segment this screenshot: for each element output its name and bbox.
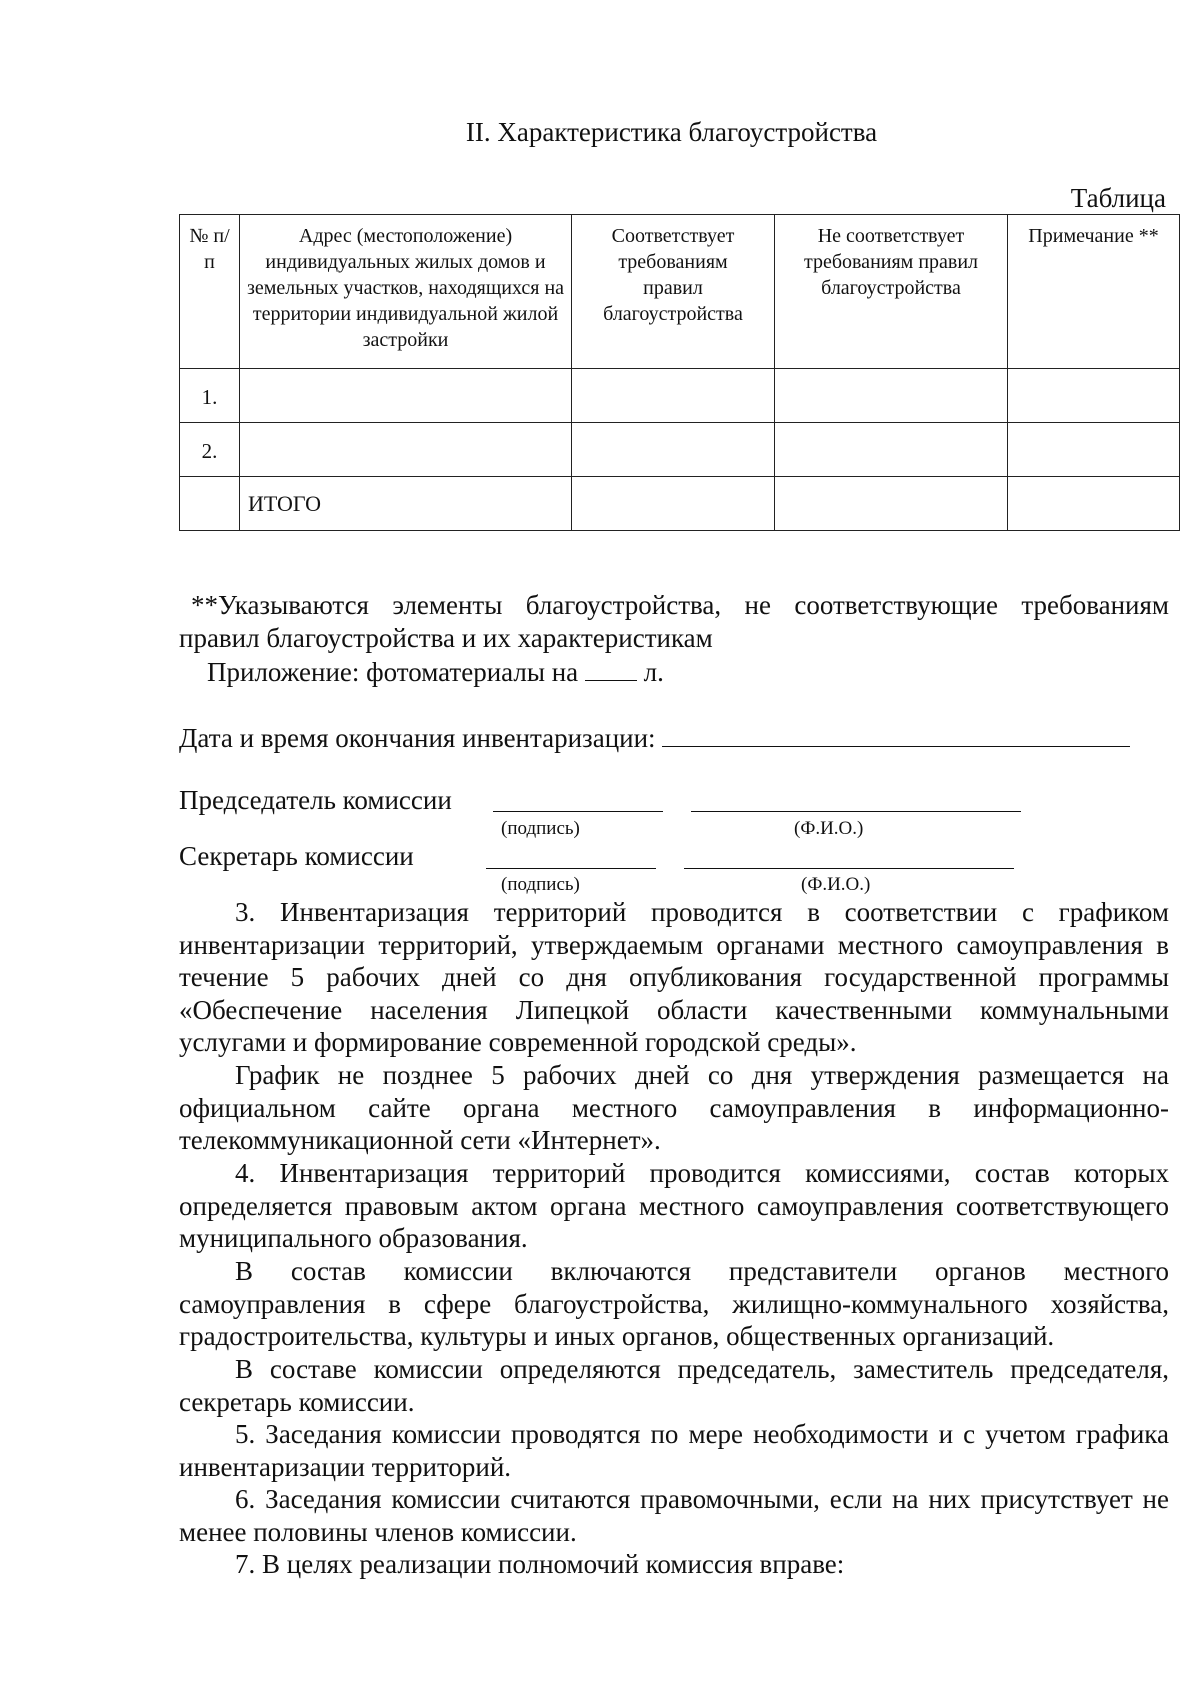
paragraph-6: 6. Заседания комиссии считаются правомочными, если на них присутствует не менее половины членов комиссии.: [179, 1484, 1169, 1547]
end-date-label: Дата и время окончания инвентаризации:: [179, 723, 656, 753]
table-header-row: [180, 215, 1180, 369]
table-cell: [1008, 423, 1180, 477]
chairman-role: Председатель комиссии: [179, 785, 452, 815]
attachment-label: Приложение: фотоматериалы на: [207, 657, 579, 687]
table-row: [180, 369, 1180, 423]
secretary-role: Секретарь комиссии: [179, 841, 414, 871]
table-cell: 2.: [180, 423, 240, 477]
table-cell: 1.: [180, 369, 240, 423]
header-noncompliant: Не соответствует требованиям правил благоустройства: [775, 215, 1008, 369]
table-row-total: [180, 477, 1180, 531]
secretary-signature-hint: (подпись): [501, 874, 580, 895]
paragraph-commission-roles: В составе комиссии определяются председатель, заместитель председателя, секретарь комиссии.: [179, 1354, 1169, 1417]
secretary-signature-blank: [486, 842, 656, 869]
end-date-blank: [662, 720, 1130, 747]
table-cell: [572, 369, 775, 423]
chairman-name-hint: (Ф.И.О.): [794, 818, 864, 839]
header-compliant: Соответствует требованиям правил благоустройства: [572, 215, 775, 369]
chairman-signature-hint: (подпись): [501, 818, 580, 839]
paragraph-5: 5. Заседания комиссии проводятся по мере необходимости и с учетом графика инвентаризации территорий.: [179, 1419, 1169, 1482]
end-date-line: [179, 720, 1130, 755]
table-cell: [240, 423, 572, 477]
attachment-line: [207, 654, 664, 689]
header-note: Примечание **: [1008, 215, 1180, 369]
paragraph-4: 4. Инвентаризация территорий проводится комиссиями, состав которых определяется правовым актом органа местного самоуправления соответствующего муниципального образования.: [179, 1158, 1169, 1254]
header-address: Адрес (местоположение) индивидуальных жилых домов и земельных участков, находящихся на территории индивидуальной жилой застройки: [240, 215, 572, 369]
inventory-table: [179, 214, 1180, 531]
table-row: [180, 423, 1180, 477]
paragraph-3: 3. Инвентаризация территорий проводится в соответствии с графиком инвентаризации территорий, утверждаемым органами местного самоуправления в течение 5 рабочих дней со дня опубликования государственной программы «Обеспечение населения Липецкой области качественными коммунальными услугами и формирование современной городской среды».: [179, 897, 1169, 1058]
secretary-name-blank: [684, 842, 1014, 869]
attachment-suffix: л.: [643, 657, 664, 687]
secretary-name-hint: (Ф.И.О.): [801, 874, 871, 895]
chairman-signature-blank: [493, 785, 663, 812]
paragraph-schedule: График не позднее 5 рабочих дней со дня утверждения размещается на официальном сайте органа местного самоуправления в информационно-телекоммуникационной сети «Интернет».: [179, 1060, 1169, 1156]
table-cell: [1008, 369, 1180, 423]
table-cell: [1008, 477, 1180, 531]
table-cell: [180, 477, 240, 531]
paragraph-commission-members: В состав комиссии включаются представители органов местного самоуправления в сфере благоустройства, жилищно-коммунального хозяйства, градостроительства, культуры и иных органов, общественных организаций.: [179, 1256, 1169, 1352]
chairman-name-blank: [691, 785, 1021, 812]
section-title: II. Характеристика благоустройства: [465, 117, 878, 147]
attachment-pages-blank: [585, 654, 637, 681]
table-cell: [775, 369, 1008, 423]
table-cell-total: ИТОГО: [240, 477, 572, 531]
footnote: **Указываются элементы благоустройства, не соответствующие требованиям правил благоустройства и их характеристикам: [179, 590, 1169, 653]
table-cell: [775, 423, 1008, 477]
table-cell: [775, 477, 1008, 531]
table-caption: Таблица: [1070, 183, 1166, 213]
header-number: № п/п: [180, 215, 240, 369]
table-cell: [240, 369, 572, 423]
paragraph-7: 7. В целях реализации полномочий комиссия вправе:: [235, 1549, 845, 1579]
table-cell: [572, 423, 775, 477]
table-cell: [572, 477, 775, 531]
